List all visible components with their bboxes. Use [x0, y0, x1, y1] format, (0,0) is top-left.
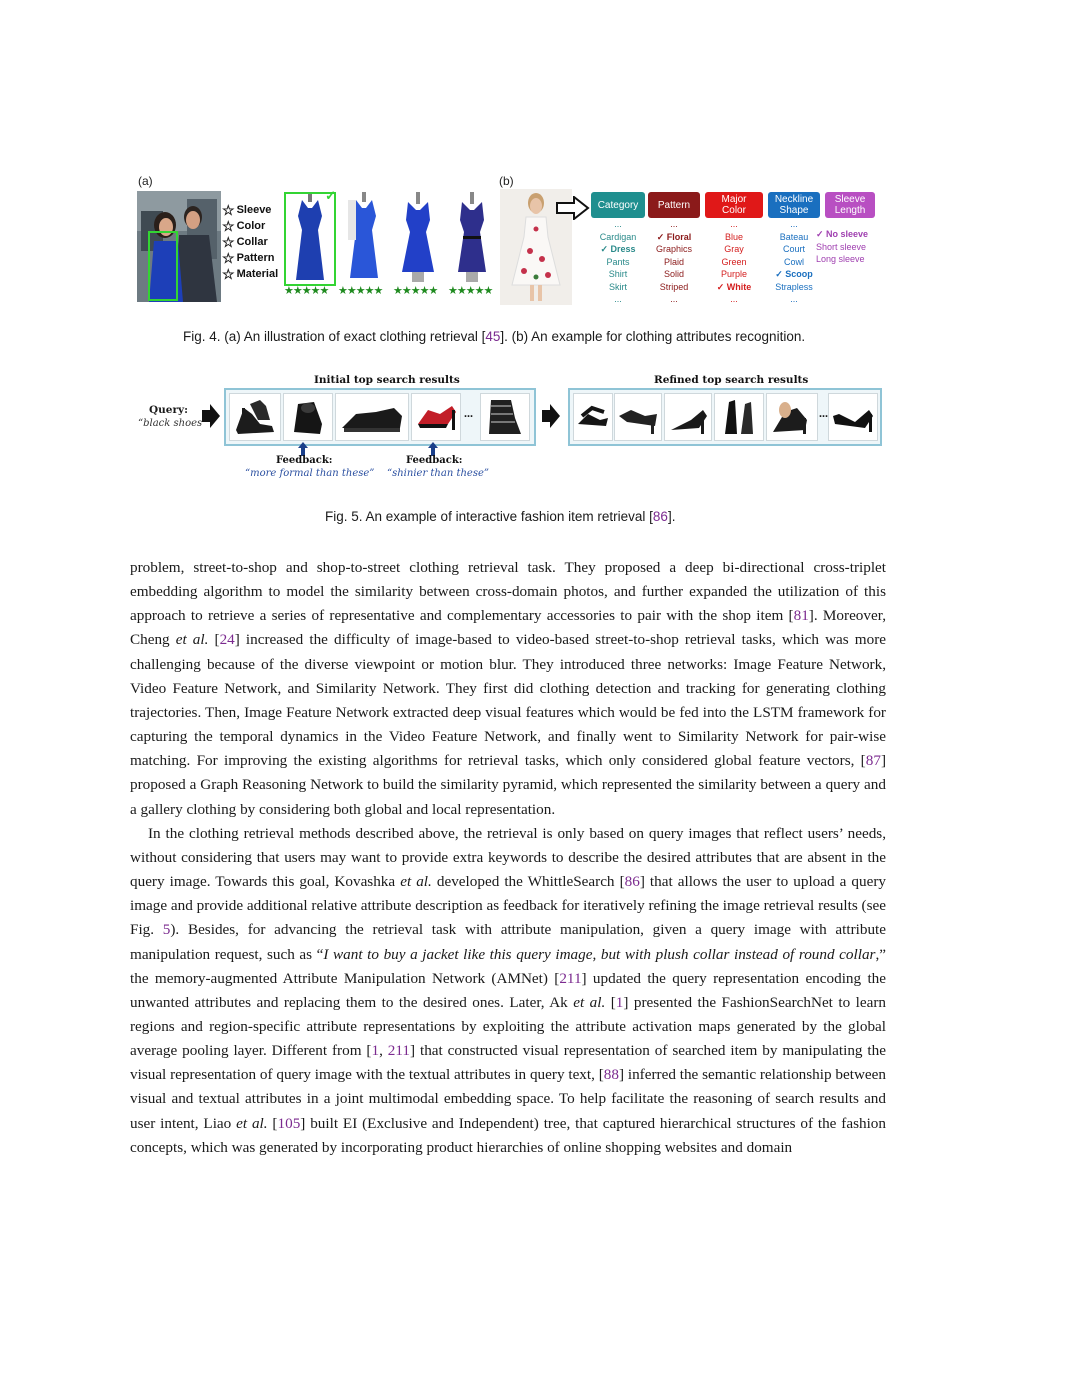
arrow-right-icon: [542, 404, 560, 428]
arrow-right-icon: [556, 196, 590, 220]
retrieved-dress-2: [338, 192, 390, 286]
attribute-label: Pattern: [236, 252, 275, 264]
major-color-values: [705, 218, 763, 306]
caption-text: ]. (b) An example for clothing attributes recognition.: [500, 329, 806, 344]
query-label: Query:: [149, 404, 188, 416]
pattern-header: [648, 192, 700, 218]
paragraph: [130, 822, 886, 1160]
citation-link[interactable]: 24: [219, 631, 235, 649]
caption-text: Fig. 5. An example of interactive fashion item retrieval [: [325, 509, 653, 524]
attribute-color: [222, 220, 265, 232]
panel-label-a: (a): [138, 174, 153, 188]
citation-link[interactable]: 86: [624, 873, 640, 891]
checkmark-icon: ✓: [325, 188, 336, 203]
category-header-label: Category: [597, 199, 639, 211]
rating-stars: ★★★★★: [393, 285, 438, 297]
citation-link[interactable]: 45: [485, 329, 501, 344]
attribute-value: ...: [670, 219, 678, 229]
initial-results-strip: [224, 388, 536, 446]
pattern-values: [648, 218, 700, 306]
citation-link[interactable]: 5: [162, 921, 171, 939]
text-run: ). Besides, for advancing the retrieval task with attribute manipulation, given a query image with attribute manipulation request, such as “: [130, 921, 887, 963]
retrieved-dress-3: [392, 192, 444, 286]
attribute-value: Solid: [663, 269, 684, 279]
major-color-header: [705, 192, 763, 218]
caption-text: Fig. 4. (a) An illustration of exact clothing retrieval [: [183, 329, 486, 344]
neckline-shape-values: [768, 218, 820, 306]
rating-stars: ★★★★★: [284, 285, 329, 297]
text-run: ] increased the difficulty of image-based to video-based street-to-shop retrieval tasks, which was more challenging because of the diverse viewpoint or motion blur. They introduced three networks: Image Feature Network, Video Feature Network, and Similarity Network. They first did clothing detection and tracking for generating clothing trajectories. Then, Image Feature Network extracted deep visual features which would be fed into the LSTM framework for capturing the temporal dynamics in the Video Feature Network, and finally went to Similarity Network for pair-wise matching. For improving the existing algorithms for retrieval tasks, which only considered global feature vectors, [: [130, 631, 886, 770]
attribute-label: Collar: [236, 236, 268, 248]
rating-stars: ★★★★★: [448, 285, 493, 297]
neckline-shape-header: [768, 192, 820, 218]
sleeve-length-header: [825, 192, 875, 218]
shoe-result-2: [283, 393, 333, 441]
attribute-value: ✓ No sleeve: [816, 229, 869, 239]
attribute-value: ...: [614, 219, 622, 229]
citation-link[interactable]: 88: [603, 1066, 619, 1084]
paragraph: [130, 556, 886, 822]
feedback-label: Feedback:: [276, 455, 333, 466]
figure-4-caption: [183, 329, 805, 344]
body-text: [130, 556, 886, 1160]
attribute-value: Striped: [659, 281, 689, 292]
attribute-label: Color: [236, 220, 266, 232]
refined-shoe-5: [766, 393, 818, 441]
attribute-value: ✓ White: [716, 281, 752, 292]
attribute-value: Cardigan: [599, 231, 637, 242]
retrieved-dress-4: [446, 192, 498, 286]
attribute-sleeve: [222, 204, 271, 216]
caption-text: ].: [667, 509, 676, 524]
pattern-header-label: Pattern: [657, 199, 691, 211]
sleeve-length-values: [816, 228, 886, 266]
attribute-value: Short sleeve: [816, 241, 867, 252]
query-text: “black shoes”: [138, 418, 208, 429]
rating-stars: ★★★★★: [338, 285, 383, 297]
feedback-text-2: “shinier than these”: [387, 468, 489, 479]
shoe-result-3: [335, 393, 409, 441]
text-run: [: [605, 993, 616, 1011]
feedback-label: Feedback:: [406, 455, 463, 466]
detection-box: [148, 231, 178, 301]
text-run: ] updated the query representation encoding the unwanted attributes and replacing them to the desired ones. Later, Ak: [130, 969, 886, 1011]
arrow-up-icon: [298, 442, 308, 456]
attribute-value: ...: [730, 219, 738, 229]
attribute-value: ✓ Floral: [656, 231, 692, 242]
attribute-value: ...: [790, 294, 798, 304]
attribute-value: Pants: [606, 256, 630, 267]
text-run: In the clothing retrieval methods described above, the retrieval is only based on query images that reflect users’ needs, without considering that users may want to provide extra keywords to describe the desired attributes that are absent in the query image. Towards this goal, Kovashka: [130, 824, 886, 891]
category-values: [591, 218, 645, 306]
figure-5-caption: [325, 509, 675, 524]
arrow-right-icon: [202, 404, 220, 428]
panel-label-b: (b): [499, 174, 514, 188]
neckline-shape-header-label: Neckline Shape: [774, 194, 814, 216]
figure-5: [136, 372, 896, 484]
text-run: [: [267, 1114, 278, 1132]
feedback-text-1: “more formal than these”: [245, 468, 375, 479]
star-outline-icon: ☆: [222, 218, 235, 234]
refined-shoe-1: [573, 393, 613, 441]
text-run: [: [208, 631, 220, 649]
attribute-material: [222, 268, 278, 280]
attribute-pattern: [222, 252, 274, 264]
sleeve-length-header-label: Sleeve Length: [834, 194, 866, 216]
italic-text: et al.: [400, 873, 432, 891]
text-run: problem, street-to-shop and shop-to-street clothing retrieval task. They proposed a deep bi-directional cross-triplet embedding algorithm to model the similarity between cross-domain photos, and further expanded the utilization of this approach to retrieve a series of representative and complementary accessories to pair with the shop item [: [130, 559, 886, 625]
figure-4: [130, 172, 890, 312]
shoe-result-5: [480, 393, 530, 441]
refined-shoe-2: [614, 393, 662, 441]
street-photo: [137, 191, 221, 302]
citation-link[interactable]: 211: [559, 969, 582, 987]
text-run: ,: [379, 1042, 388, 1060]
attribute-label: Sleeve: [236, 204, 272, 216]
italic-text: I want to buy a jacket like this query image, but with plush collar instead of round collar: [323, 945, 876, 963]
text-run: ]. Moreover, Cheng: [130, 607, 886, 649]
italic-text: et al.: [236, 1114, 268, 1132]
shoe-result-4: [411, 393, 461, 441]
shoe-result-1: [229, 393, 281, 441]
attribute-value: Graphics: [655, 244, 692, 254]
attribute-value: Purple: [720, 269, 747, 279]
attribute-value: Long sleeve: [816, 254, 865, 264]
attribute-value: Shirt: [608, 269, 628, 279]
citation-link[interactable]: 1: [371, 1042, 380, 1060]
major-color-header-label: Major Color: [721, 194, 747, 216]
citation-link[interactable]: 1: [615, 993, 624, 1011]
text-run: developed the WhittleSearch [: [431, 873, 625, 891]
text-run: ] presented the FashionSearchNet to learn regions and region-specific attribute representations by exploiting the attribute activation maps generated by the global average pooling layer. Different from [: [130, 993, 886, 1060]
attribute-label: Material: [236, 268, 279, 280]
attribute-value: Strapless: [775, 281, 813, 292]
attribute-collar: [222, 236, 268, 248]
text-run: ] that allows the user to upload a query image and provide additional relative attribute description as feedback for iteratively refining the image retrieval results (see Fig.: [130, 873, 887, 939]
text-run: ,” the memory-augmented Attribute Manipulation Network (AMNet) [: [130, 945, 886, 987]
citation-link[interactable]: 81: [793, 607, 809, 625]
attribute-value: Court: [782, 244, 805, 254]
italic-text: et al.: [573, 993, 606, 1011]
text-run: ] built EI (Exclusive and Independent) tree, that captured hierarchical structures of the fashion concepts, which was generated by incorporating product hierarchies of online shopping websites and domain: [130, 1114, 886, 1156]
star-outline-icon: ☆: [222, 202, 235, 218]
text-run: ] inferred the semantic relationship between visual and textual attributes in a joint multimodal embedding space. To help facilitate the reasoning of search results and user intent, Liao: [130, 1066, 886, 1132]
star-outline-icon: ☆: [222, 234, 235, 250]
citation-link[interactable]: 211: [387, 1042, 411, 1060]
italic-text: et al.: [175, 631, 209, 649]
star-outline-icon: ☆: [222, 266, 235, 282]
attribute-value: Gray: [724, 244, 744, 254]
citation-link[interactable]: 87: [865, 752, 881, 770]
citation-link[interactable]: 86: [652, 509, 668, 524]
refined-shoe-6: [828, 393, 878, 441]
category-header: [591, 192, 645, 218]
attribute-value: ...: [670, 294, 678, 304]
arrow-up-icon: [428, 442, 438, 456]
attribute-value: Bateau: [779, 231, 809, 242]
attribute-value: Green: [721, 256, 747, 267]
retrieved-dress-1: [284, 188, 336, 286]
attribute-value: Blue: [724, 231, 743, 242]
ellipsis: ...: [464, 406, 473, 420]
refined-shoe-3: [664, 393, 712, 441]
text-run: ] that constructed visual representation of searched item by manipulating the visual representation of query image with the textual attributes in query text, [: [130, 1042, 886, 1084]
attribute-value: ✓ Scoop: [775, 269, 813, 279]
attribute-value: ...: [730, 294, 738, 304]
initial-results-title: Initial top search results: [314, 374, 460, 386]
attribute-value: Skirt: [609, 281, 627, 292]
star-outline-icon: ☆: [222, 250, 235, 266]
attribute-value: Cowl: [783, 256, 804, 267]
refined-results-strip: [568, 388, 882, 446]
text-run: ] proposed a Graph Reasoning Network to build the similarity pyramid, which represented the similarity between a query and a gallery clothing by considering both global and local representation.: [130, 752, 886, 818]
refined-results-title: Refined top search results: [654, 374, 809, 386]
citation-link[interactable]: 105: [277, 1114, 301, 1132]
attribute-value: ✓ Dress: [600, 244, 636, 254]
attribute-value: Plaid: [663, 256, 684, 267]
ellipsis: ...: [819, 406, 828, 420]
attribute-value: ...: [614, 294, 622, 304]
refined-shoe-4: [714, 393, 764, 441]
attribute-value: ...: [790, 219, 798, 229]
